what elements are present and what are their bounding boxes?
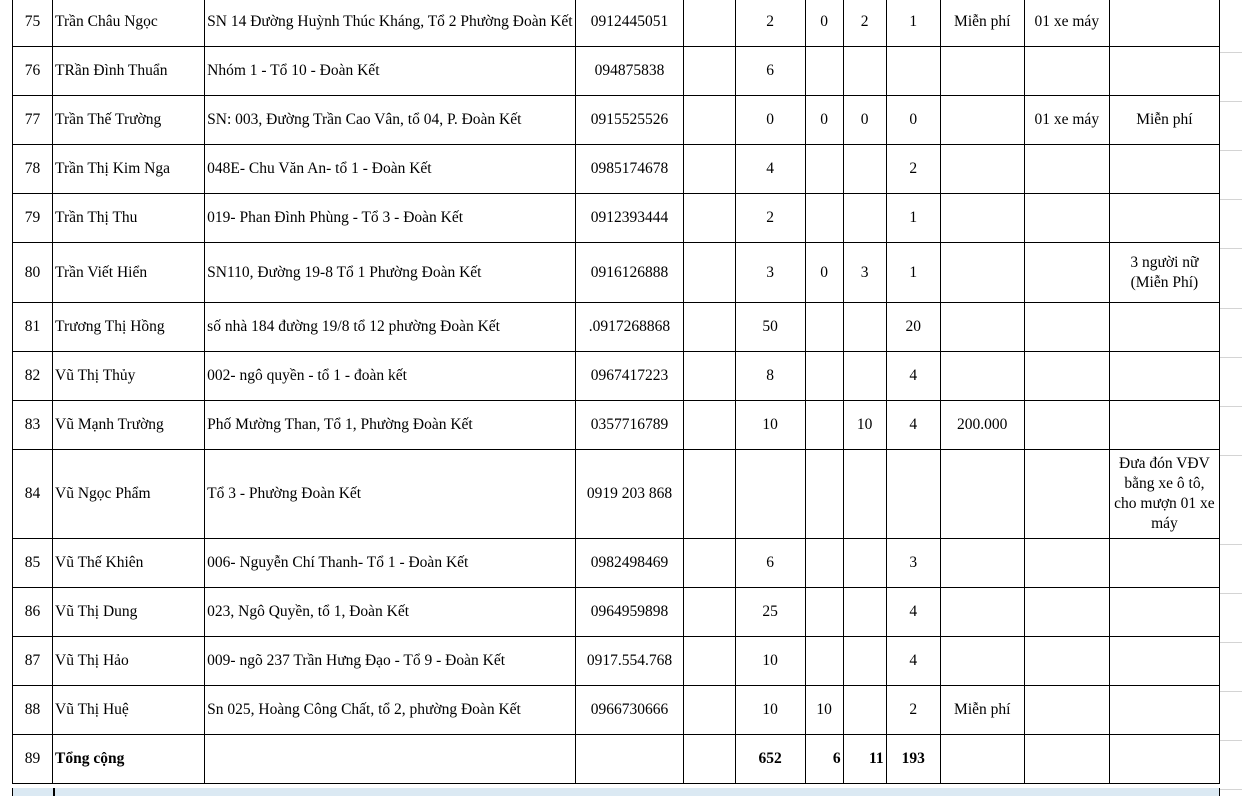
- cell-name[interactable]: Vũ Thị Thủy: [53, 352, 205, 401]
- cell-col5[interactable]: 4: [886, 352, 940, 401]
- cell-col8[interactable]: 3 người nữ (Miễn Phí): [1109, 243, 1219, 303]
- cell-col6[interactable]: [940, 539, 1024, 588]
- cell-col6[interactable]: [940, 243, 1024, 303]
- cell-col1[interactable]: [683, 47, 735, 96]
- cell-name[interactable]: Trần Viết Hiển: [53, 243, 205, 303]
- cell-name[interactable]: Vũ Thị Huệ: [53, 686, 205, 735]
- cell-stt[interactable]: 80: [13, 243, 53, 303]
- cell-col5[interactable]: 0: [886, 96, 940, 145]
- cell-col3[interactable]: [805, 352, 843, 401]
- cell-col1[interactable]: [683, 145, 735, 194]
- cell-col3[interactable]: 0: [805, 0, 843, 47]
- cell-phone[interactable]: 0982498469: [576, 539, 683, 588]
- cell-col4[interactable]: [843, 588, 886, 637]
- cell-col1[interactable]: [683, 194, 735, 243]
- cell-col6[interactable]: Miễn phí: [940, 0, 1024, 47]
- gutter-gridline: [1220, 593, 1242, 594]
- gutter-gridline: [1220, 248, 1242, 249]
- cell-address[interactable]: Nhóm 1 - Tổ 10 - Đoàn Kết: [205, 47, 576, 96]
- total-row: [13, 735, 1220, 784]
- cell-stt[interactable]: 79: [13, 194, 53, 243]
- cell-col8[interactable]: [1109, 0, 1219, 47]
- cell-name[interactable]: Trần Thế Trường: [53, 96, 205, 145]
- cell-col8[interactable]: Đưa đón VĐV bằng xe ô tô, cho mượn 01 xe máy: [1109, 450, 1219, 539]
- cell-stt[interactable]: 75: [13, 0, 53, 47]
- total-stt[interactable]: 89: [13, 735, 53, 784]
- cell-stt[interactable]: 78: [13, 145, 53, 194]
- gutter-gridline: [1220, 544, 1242, 545]
- cell-col6[interactable]: [940, 588, 1024, 637]
- cell-address[interactable]: SN 14 Đường Huỳnh Thúc Kháng, Tổ 2 Phường Đoàn Kết: [205, 0, 576, 47]
- total-label[interactable]: Tổng cộng: [53, 735, 205, 784]
- cell-col5[interactable]: [886, 450, 940, 539]
- cell-name[interactable]: Trần Thị Thu: [53, 194, 205, 243]
- cell-address[interactable]: 006- Nguyễn Chí Thanh- Tổ 1 - Đoàn Kết: [205, 539, 576, 588]
- cell-address[interactable]: số nhà 184 đường 19/8 tổ 12 phường Đoàn Kết: [205, 303, 576, 352]
- cell-col6[interactable]: [940, 96, 1024, 145]
- cell-col2[interactable]: 3: [735, 243, 805, 303]
- gutter-gridline: [1220, 199, 1242, 200]
- cell-col7[interactable]: [1024, 450, 1109, 539]
- gutter-gridline: [1220, 52, 1242, 53]
- table-row: [13, 401, 1220, 450]
- cell-name[interactable]: TRần Đình Thuẩn: [53, 47, 205, 96]
- cell-col1[interactable]: [683, 303, 735, 352]
- cell-col2[interactable]: 6: [735, 539, 805, 588]
- cell-col4[interactable]: [843, 194, 886, 243]
- cell-col2[interactable]: 2: [735, 194, 805, 243]
- gutter-gridline: [1220, 308, 1242, 309]
- cell-address[interactable]: 023, Ngô Quyền, tổ 1, Đoàn Kết: [205, 588, 576, 637]
- cell-name[interactable]: Vũ Ngọc Phẩm: [53, 450, 205, 539]
- cell-col7[interactable]: 01 xe máy: [1024, 0, 1109, 47]
- cell-stt[interactable]: 81: [13, 303, 53, 352]
- cell-address[interactable]: SN110, Đường 19-8 Tổ 1 Phường Đoàn Kết: [205, 243, 576, 303]
- total-col2[interactable]: 652: [735, 735, 805, 784]
- cell-name[interactable]: Trần Châu Ngọc: [53, 0, 205, 47]
- cell-stt[interactable]: 87: [13, 637, 53, 686]
- cell-col4[interactable]: [843, 539, 886, 588]
- cell-col5[interactable]: 2: [886, 145, 940, 194]
- cell-col4[interactable]: [843, 686, 886, 735]
- cell-col2[interactable]: 6: [735, 47, 805, 96]
- cell-col2[interactable]: 2: [735, 0, 805, 47]
- cell-col7[interactable]: [1024, 637, 1109, 686]
- cell-col3[interactable]: [805, 194, 843, 243]
- cell-col3[interactable]: [805, 539, 843, 588]
- cell-phone[interactable]: 0985174678: [576, 145, 683, 194]
- cell-col3[interactable]: 0: [805, 243, 843, 303]
- cell-col3[interactable]: 10: [805, 686, 843, 735]
- total-col8[interactable]: [1109, 735, 1219, 784]
- gutter-gridline: [1220, 357, 1242, 358]
- table-row: [13, 0, 1220, 47]
- cell-col8[interactable]: [1109, 401, 1219, 450]
- cell-col5[interactable]: 20: [886, 303, 940, 352]
- table-row: [13, 637, 1220, 686]
- cell-phone[interactable]: 0357716789: [576, 401, 683, 450]
- total-col6[interactable]: [940, 735, 1024, 784]
- total-col1[interactable]: [683, 735, 735, 784]
- cell-col4[interactable]: [843, 303, 886, 352]
- cell-col7[interactable]: [1024, 47, 1109, 96]
- cell-col7[interactable]: [1024, 243, 1109, 303]
- cell-address[interactable]: 009- ngõ 237 Trần Hưng Đạo - Tổ 9 - Đoàn Kết: [205, 637, 576, 686]
- cell-phone[interactable]: .0917268868: [576, 303, 683, 352]
- cell-col2[interactable]: [735, 450, 805, 539]
- cell-col8[interactable]: [1109, 686, 1219, 735]
- cell-address[interactable]: 048E- Chu Văn An- tổ 1 - Đoàn Kết: [205, 145, 576, 194]
- gutter-gridline: [1220, 642, 1242, 643]
- cell-col8[interactable]: [1109, 194, 1219, 243]
- next-row-band: [12, 788, 1220, 796]
- cell-stt[interactable]: 86: [13, 588, 53, 637]
- cell-col1[interactable]: [683, 0, 735, 47]
- cell-col7[interactable]: [1024, 194, 1109, 243]
- right-gutter: [1220, 0, 1242, 796]
- cell-col8[interactable]: [1109, 637, 1219, 686]
- gutter-gridline: [1220, 406, 1242, 407]
- cell-phone[interactable]: 0912393444: [576, 194, 683, 243]
- cell-col6[interactable]: 200.000: [940, 401, 1024, 450]
- cell-col5[interactable]: [886, 47, 940, 96]
- table-row: [13, 194, 1220, 243]
- cell-col8[interactable]: [1109, 47, 1219, 96]
- cell-stt[interactable]: 83: [13, 401, 53, 450]
- cell-col2[interactable]: 0: [735, 96, 805, 145]
- table-row: [13, 352, 1220, 401]
- cell-address[interactable]: Tổ 3 - Phường Đoàn Kết: [205, 450, 576, 539]
- cell-col8[interactable]: [1109, 352, 1219, 401]
- cell-col6[interactable]: [940, 352, 1024, 401]
- cell-col8[interactable]: [1109, 145, 1219, 194]
- cell-col4[interactable]: 3: [843, 243, 886, 303]
- cell-col5[interactable]: 4: [886, 588, 940, 637]
- cell-col7[interactable]: [1024, 686, 1109, 735]
- cell-col5[interactable]: 4: [886, 637, 940, 686]
- cell-col4[interactable]: 10: [843, 401, 886, 450]
- cell-col2[interactable]: 4: [735, 145, 805, 194]
- cell-name[interactable]: Trương Thị Hồng: [53, 303, 205, 352]
- cell-col4[interactable]: [843, 450, 886, 539]
- cell-col5[interactable]: 3: [886, 539, 940, 588]
- cell-address[interactable]: 002- ngô quyền - tổ 1 - đoàn kết: [205, 352, 576, 401]
- gutter-gridline: [1220, 455, 1242, 456]
- cell-col4[interactable]: 0: [843, 96, 886, 145]
- cell-col6[interactable]: [940, 450, 1024, 539]
- cell-col3[interactable]: [805, 588, 843, 637]
- gutter-gridline: [1220, 101, 1242, 102]
- cell-col1[interactable]: [683, 96, 735, 145]
- cell-address[interactable]: Phố Mường Than, Tổ 1, Phường Đoàn Kết: [205, 401, 576, 450]
- gutter-gridline: [1220, 691, 1242, 692]
- table-row: [13, 145, 1220, 194]
- cell-col7[interactable]: [1024, 588, 1109, 637]
- cell-phone[interactable]: 0912445051: [576, 0, 683, 47]
- cell-stt[interactable]: 85: [13, 539, 53, 588]
- cell-col1[interactable]: [683, 243, 735, 303]
- total-address[interactable]: [205, 735, 576, 784]
- cell-col7[interactable]: [1024, 539, 1109, 588]
- cell-name[interactable]: Trần Thị Kim Nga: [53, 145, 205, 194]
- cell-col7[interactable]: [1024, 145, 1109, 194]
- cell-address[interactable]: SN: 003, Đường Trần Cao Vân, tổ 04, P. Đoàn Kết: [205, 96, 576, 145]
- cell-col3[interactable]: [805, 145, 843, 194]
- cell-col2[interactable]: 8: [735, 352, 805, 401]
- cell-phone[interactable]: 0916126888: [576, 243, 683, 303]
- table-row: [13, 303, 1220, 352]
- cell-col1[interactable]: [683, 588, 735, 637]
- cell-col3[interactable]: [805, 47, 843, 96]
- total-col4[interactable]: 11: [843, 735, 886, 784]
- cell-col3[interactable]: 0: [805, 96, 843, 145]
- cell-col5[interactable]: 2: [886, 686, 940, 735]
- cell-address[interactable]: Sn 025, Hoàng Công Chất, tổ 2, phường Đoàn Kết: [205, 686, 576, 735]
- cell-col1[interactable]: [683, 686, 735, 735]
- cell-col6[interactable]: [940, 47, 1024, 96]
- cell-col6[interactable]: [940, 145, 1024, 194]
- cell-col7[interactable]: [1024, 401, 1109, 450]
- cell-col2[interactable]: 10: [735, 686, 805, 735]
- cell-phone[interactable]: 094875838: [576, 47, 683, 96]
- cell-stt[interactable]: 77: [13, 96, 53, 145]
- cell-col8[interactable]: [1109, 539, 1219, 588]
- cell-stt[interactable]: 82: [13, 352, 53, 401]
- cell-col1[interactable]: [683, 352, 735, 401]
- cell-col7[interactable]: [1024, 352, 1109, 401]
- table-row: [13, 47, 1220, 96]
- table-row: [13, 686, 1220, 735]
- cell-col8[interactable]: [1109, 303, 1219, 352]
- cell-col3[interactable]: [805, 637, 843, 686]
- cell-col6[interactable]: Miễn phí: [940, 686, 1024, 735]
- cell-col3[interactable]: [805, 450, 843, 539]
- table-row: [13, 450, 1220, 539]
- cell-col3[interactable]: [805, 303, 843, 352]
- total-col3[interactable]: 6: [805, 735, 843, 784]
- cell-col4[interactable]: 2: [843, 0, 886, 47]
- cell-stt[interactable]: 76: [13, 47, 53, 96]
- cell-col1[interactable]: [683, 450, 735, 539]
- cell-phone[interactable]: 0967417223: [576, 352, 683, 401]
- cell-col5[interactable]: 1: [886, 0, 940, 47]
- cell-col1[interactable]: [683, 539, 735, 588]
- spreadsheet-table: [12, 0, 1220, 784]
- cell-col6[interactable]: [940, 303, 1024, 352]
- cell-phone[interactable]: 0964959898: [576, 588, 683, 637]
- cell-phone[interactable]: 0966730666: [576, 686, 683, 735]
- cell-col5[interactable]: 4: [886, 401, 940, 450]
- gutter-gridline: [1220, 740, 1242, 741]
- cell-name[interactable]: Vũ Thế Khiên: [53, 539, 205, 588]
- cell-name[interactable]: Vũ Mạnh Trường: [53, 401, 205, 450]
- cell-col2[interactable]: 10: [735, 637, 805, 686]
- cell-stt[interactable]: 84: [13, 450, 53, 539]
- table-row: [13, 539, 1220, 588]
- cell-col6[interactable]: [940, 637, 1024, 686]
- cell-address[interactable]: 019- Phan Đình Phùng - Tổ 3 - Đoàn Kết: [205, 194, 576, 243]
- cell-col2[interactable]: 10: [735, 401, 805, 450]
- cell-col6[interactable]: [940, 194, 1024, 243]
- table-row: [13, 588, 1220, 637]
- table-row: [13, 243, 1220, 303]
- cell-name[interactable]: Vũ Thị Dung: [53, 588, 205, 637]
- table-row: [13, 96, 1220, 145]
- cell-col5[interactable]: 1: [886, 194, 940, 243]
- cell-phone[interactable]: 0917.554.768: [576, 637, 683, 686]
- cell-col3[interactable]: [805, 401, 843, 450]
- cell-col1[interactable]: [683, 401, 735, 450]
- cell-phone[interactable]: 0919 203 868: [576, 450, 683, 539]
- cell-col4[interactable]: [843, 637, 886, 686]
- gutter-gridline: [1220, 150, 1242, 151]
- cell-col2[interactable]: 50: [735, 303, 805, 352]
- cell-stt[interactable]: 88: [13, 686, 53, 735]
- cell-name[interactable]: Vũ Thị Hảo: [53, 637, 205, 686]
- cell-col7[interactable]: [1024, 303, 1109, 352]
- cell-col5[interactable]: 1: [886, 243, 940, 303]
- cell-col1[interactable]: [683, 637, 735, 686]
- cell-col2[interactable]: 25: [735, 588, 805, 637]
- total-col5[interactable]: 193: [886, 735, 940, 784]
- cell-phone[interactable]: 0915525526: [576, 96, 683, 145]
- total-col7[interactable]: [1024, 735, 1109, 784]
- cell-col4[interactable]: [843, 145, 886, 194]
- gutter-gridline: [1220, 789, 1242, 790]
- table-body: [13, 0, 1220, 784]
- cell-col7[interactable]: 01 xe máy: [1024, 96, 1109, 145]
- total-phone[interactable]: [576, 735, 683, 784]
- cell-col4[interactable]: [843, 47, 886, 96]
- cell-col4[interactable]: [843, 352, 886, 401]
- cell-col8[interactable]: [1109, 588, 1219, 637]
- cell-col8[interactable]: Miễn phí: [1109, 96, 1219, 145]
